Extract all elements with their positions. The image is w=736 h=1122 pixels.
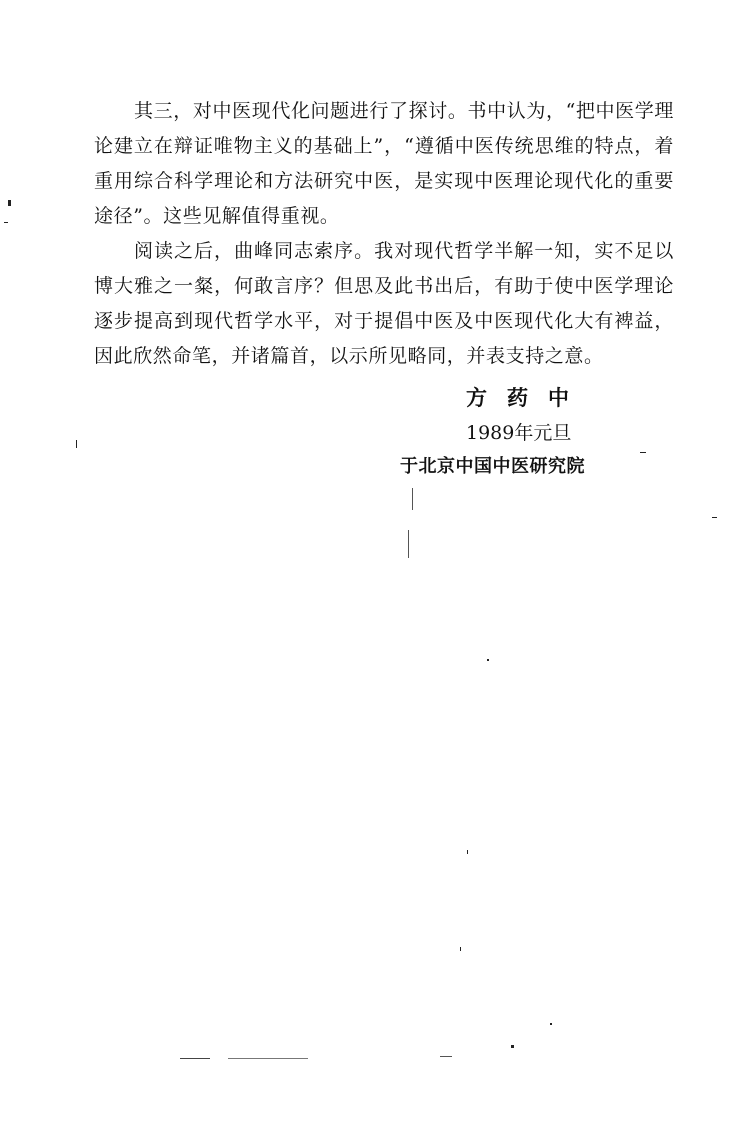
scan-speck: [4, 222, 8, 223]
paragraph-2: 阅读之后，曲峰同志索序。我对现代哲学半解一知，实不足以博大雅之一粲，何敢言序？但思及此书出后，有助于使中医学理论逐步提高到现代哲学水平，对于提倡中医及中医现代化大有裨益，因此欣然命笔，并诸篇首，以示所见略同，并表支持之意。: [94, 240, 674, 367]
author-name: 方药中: [466, 386, 589, 410]
scan-speck: [408, 530, 409, 558]
scan-speck: [412, 488, 413, 510]
preface-body: [94, 94, 674, 374]
scan-speck: [76, 440, 77, 448]
scan-speck: [712, 517, 717, 518]
scan-speck: [467, 850, 468, 854]
scan-speck: [460, 947, 461, 951]
signature-place: 于北京中国中医研究院: [400, 456, 585, 477]
paragraph-1: 其三，对中医现代化问题进行了探讨。书中认为，“把中医学理论建立在辩证唯物主义的基础上”，“遵循中医传统思维的特点，着重用综合科学理论和方法研究中医，是实现中医理论现代化的重要途径”。这些见解值得重视。: [94, 100, 674, 227]
scan-speck: [550, 1023, 552, 1025]
scan-speck: [180, 1058, 210, 1059]
signature-date: 1989年元旦: [466, 422, 572, 444]
scan-speck: [440, 1056, 452, 1057]
scan-speck: [228, 1058, 308, 1059]
scan-speck: [8, 200, 11, 206]
scan-speck: [487, 659, 489, 661]
scan-speck: [640, 452, 646, 453]
scan-speck: [511, 1045, 514, 1048]
